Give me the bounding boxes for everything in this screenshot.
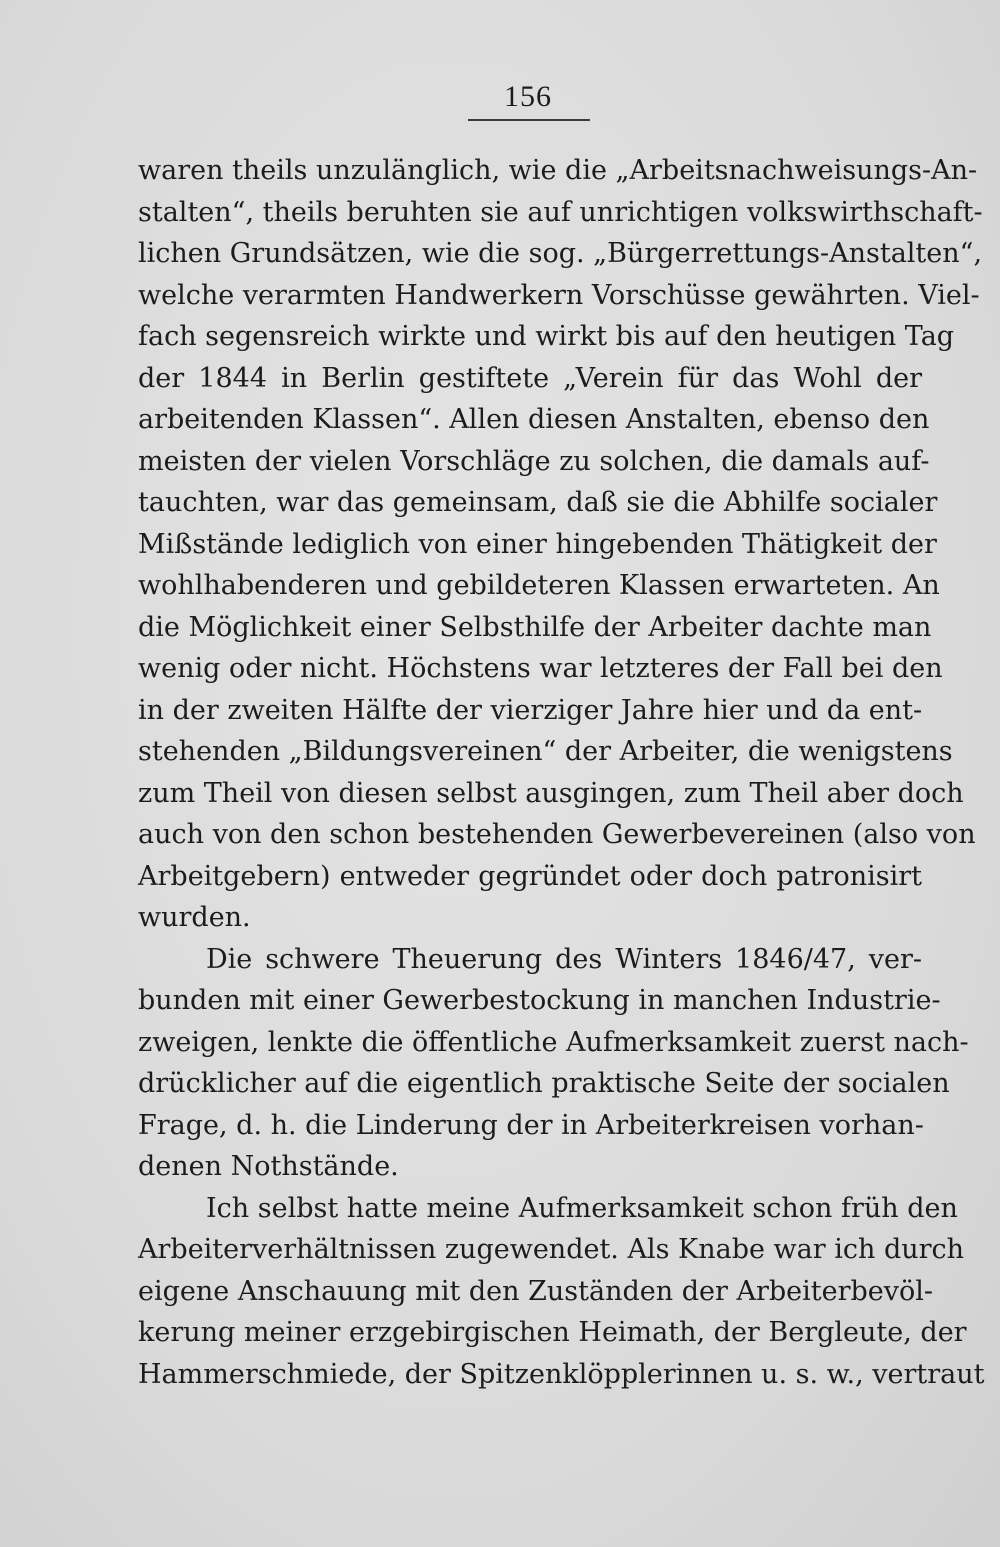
- body-text: [138, 150, 985, 1395]
- text-line: Arbeiterverhältnissen zugewendet. Als Knabe war ich durch: [138, 1234, 965, 1265]
- text-line: in der zweiten Hälfte der vierziger Jahre hier und da ent-: [138, 694, 923, 726]
- text-line: kerung meiner erzgebirgischen Heimath, der Bergleute, der: [138, 1317, 967, 1348]
- text-line: Mißstände lediglich von einer hingebenden Thätigkeit der: [138, 528, 937, 560]
- paragraph: [138, 939, 969, 1188]
- text-line: die Möglichkeit einer Selbsthilfe der Arbeiter dachte man: [138, 611, 932, 643]
- text-line: Arbeitgebern) entweder gegründet oder doch patronisirt: [138, 860, 922, 892]
- text-line: Frage, d. h. die Linderung der in Arbeiterkreisen vorhan-: [138, 1109, 924, 1141]
- text-line: eigene Anschauung mit den Zuständen der Arbeiterbevöl-: [138, 1275, 934, 1307]
- text-line: Hammerschmiede, der Spitzenklöpplerinnen u. s. w., vertraut: [138, 1358, 985, 1390]
- text-line: tauchten, war das gemeinsam, daß sie die Abhilfe socialer: [138, 487, 938, 518]
- page-number-rule: [468, 119, 590, 121]
- text-line: wohlhabenderen und gebildeteren Klassen erwarteten. An: [138, 570, 940, 601]
- text-line: fach segensreich wirkte und wirkt bis auf den heutigen Tag: [138, 321, 955, 352]
- text-line: stehenden „Bildungsvereinen“ der Arbeiter, die wenigstens: [138, 736, 953, 767]
- text-line: bunden mit einer Gewerbestockung in manchen Industrie-: [138, 985, 941, 1016]
- paragraph: [138, 150, 983, 939]
- text-line: welche verarmten Handwerkern Vorschüsse gewährten. Viel-: [138, 279, 980, 311]
- text-line: wurden.: [138, 902, 251, 933]
- page-number: 156: [504, 80, 552, 113]
- text-line: denen Nothstände.: [138, 1151, 399, 1182]
- text-line: drücklicher auf die eigentlich praktische Seite der socialen: [138, 1068, 950, 1099]
- text-line: Die schwere Theuerung des Winters 1846/47, ver-: [206, 943, 922, 975]
- text-line: meisten der vielen Vorschläge zu solchen, die damals auf-: [138, 445, 930, 477]
- text-line: stalten“, theils beruhten sie auf unrichtigen volkswirthschaft-: [138, 196, 983, 228]
- text-line: arbeitenden Klassen“. Allen diesen Anstalten, ebenso den: [138, 404, 930, 435]
- paragraph: [138, 1188, 985, 1396]
- text-line: zum Theil von diesen selbst ausgingen, zum Theil aber doch: [138, 777, 964, 809]
- text-line: wenig oder nicht. Höchstens war letzteres der Fall bei den: [138, 653, 943, 684]
- text-line: zweigen, lenkte die öffentliche Aufmerksamkeit zuerst nach-: [138, 1026, 969, 1058]
- text-line: lichen Grundsätzen, wie die sog. „Bürgerrettungs-Anstalten“,: [138, 238, 983, 269]
- text-line: Ich selbst hatte meine Aufmerksamkeit schon früh den: [206, 1192, 958, 1224]
- text-line: waren theils unzulänglich, wie die „Arbeitsnachweisungs-An-: [138, 155, 978, 186]
- text-line: auch von den schon bestehenden Gewerbevereinen (also von: [138, 819, 976, 850]
- text-line: der 1844 in Berlin gestiftete „Verein für das Wohl der: [138, 362, 922, 394]
